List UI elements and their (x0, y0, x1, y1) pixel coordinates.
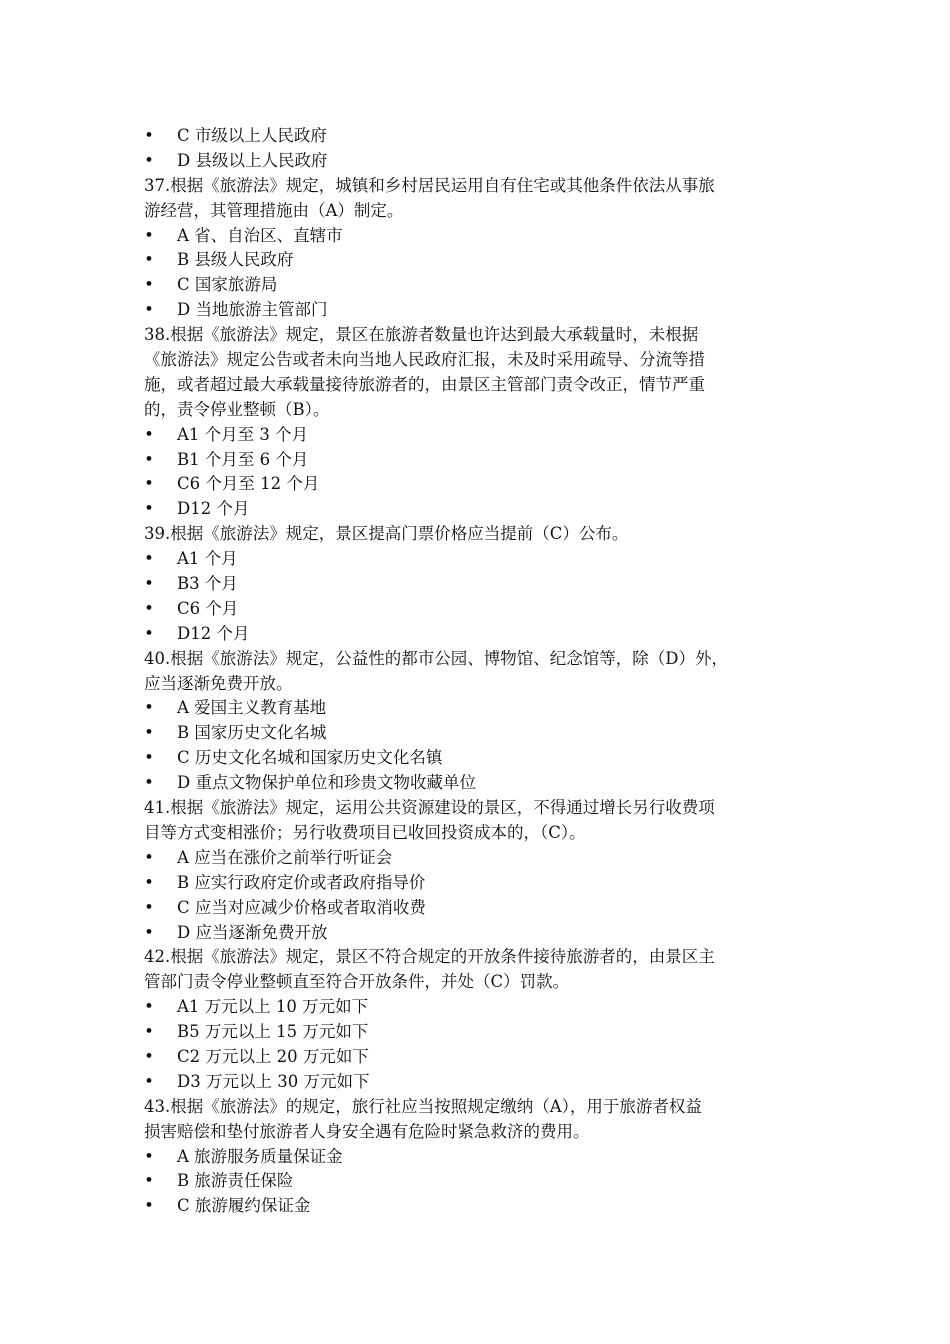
answer-option (144, 721, 816, 746)
answer-option (144, 1145, 816, 1170)
bullet-icon: • (144, 847, 154, 867)
bullet-icon: • (144, 922, 154, 942)
answer-option (144, 423, 816, 448)
answer-option-text: A 省、自治区、直辖市 (177, 225, 343, 245)
bullet-icon: • (144, 897, 154, 917)
answer-option-text: A 旅游服务质量保证金 (177, 1146, 343, 1166)
answer-option-text: D 重点文物保护单位和珍贵文物收藏单位 (177, 773, 476, 793)
bullet-icon: • (144, 449, 154, 469)
answer-option (144, 472, 816, 497)
answer-option (144, 1045, 816, 1070)
answer-option-text: A 应当在涨价之前举行听证会 (177, 847, 393, 867)
answer-option-text: D12 个月 (177, 499, 250, 519)
bullet-icon: • (144, 225, 154, 245)
question-text-line: 41.根据《旅游法》规定，运用公共资源建设的景区，不得通过增长另行收费项 (144, 798, 715, 818)
answer-option (144, 547, 816, 572)
question-text-line: 应当逐渐免费开放。 (144, 673, 293, 693)
answer-option-text: B3 个月 (177, 574, 238, 594)
answer-option (144, 497, 816, 522)
answer-option (144, 846, 816, 871)
question (144, 1095, 816, 1145)
bullet-icon: • (144, 698, 154, 718)
answer-option (144, 622, 816, 647)
question (144, 796, 816, 846)
answer-option-text: C2 万元以上 20 万元如下 (177, 1046, 369, 1066)
bullet-icon: • (144, 474, 154, 494)
question-text-line: 游经营，其管理措施由（A）制定。 (144, 200, 404, 220)
answer-option-text: B1 个月至 6 个月 (177, 449, 309, 469)
question-text-line: 损害赔偿和垫付旅游者人身安全遇有危险时紧急救济的费用。 (144, 1121, 590, 1141)
answer-option (144, 298, 816, 323)
bullet-icon: • (144, 150, 154, 170)
answer-option-text: C 历史文化名城和国家历史文化名镇 (177, 748, 443, 768)
question-text-line: 的，责令停业整顿（B）。 (144, 399, 330, 419)
answer-option-text: A1 个月至 3 个月 (177, 424, 309, 444)
question (144, 323, 816, 423)
answer-option (144, 746, 816, 771)
bullet-icon: • (144, 275, 154, 295)
question-text-line: 40.根据《旅游法》规定，公益性的都市公园、博物馆、纪念馆等，除（D）外， (144, 648, 728, 668)
bullet-icon: • (144, 773, 154, 793)
answer-option-text: B 旅游责任保险 (177, 1171, 294, 1191)
answer-option-text: D 县级以上人民政府 (177, 150, 328, 170)
answer-option (144, 771, 816, 796)
question-text-line: 39.根据《旅游法》规定，景区提高门票价格应当提前（C）公布。 (144, 524, 629, 544)
answer-option (144, 248, 816, 273)
bullet-icon: • (144, 1196, 154, 1216)
answer-option-text: C 市级以上人民政府 (177, 126, 327, 145)
bullet-icon: • (144, 872, 154, 892)
answer-option (144, 273, 816, 298)
document-body (144, 124, 816, 1219)
answer-option (144, 124, 816, 149)
question (144, 522, 816, 547)
answer-option-text: B5 万元以上 15 万元如下 (177, 1022, 369, 1042)
bullet-icon: • (144, 499, 154, 519)
answer-option (144, 896, 816, 921)
question-text-line: 管部门责令停业整顿直至符合开放条件，并处（C）罚款。 (144, 972, 570, 992)
answer-option-text: D 当地旅游主管部门 (177, 300, 328, 320)
question (144, 945, 816, 995)
bullet-icon: • (144, 549, 154, 569)
answer-option-text: B 国家历史文化名城 (177, 723, 327, 743)
answer-option-text: B 县级人民政府 (177, 250, 294, 270)
answer-option (144, 149, 816, 174)
bullet-icon: • (144, 598, 154, 618)
answer-option-text: A 爱国主义教育基地 (177, 698, 327, 718)
question-text-line: 37.根据《旅游法》规定，城镇和乡村居民运用自有住宅或其他条件依法从事旅 (144, 175, 715, 195)
question-text-line: 38.根据《旅游法》规定，景区在旅游者数量也许达到最大承载量时，未根据 (144, 325, 699, 345)
answer-option (144, 696, 816, 721)
answer-option-text: C6 个月至 12 个月 (177, 474, 320, 494)
question-text-line: 42.根据《旅游法》规定，景区不符合规定的开放条件接待旅游者的，由景区主 (144, 947, 715, 967)
answer-option-text: C 国家旅游局 (177, 275, 278, 295)
question (144, 647, 816, 697)
answer-option-text: C 应当对应减少价格或者取消收费 (177, 897, 426, 917)
answer-option (144, 995, 816, 1020)
bullet-icon: • (144, 574, 154, 594)
answer-option (144, 1194, 816, 1219)
answer-option (144, 1169, 816, 1194)
answer-option (144, 871, 816, 896)
bullet-icon: • (144, 300, 154, 320)
answer-option (144, 1020, 816, 1045)
bullet-icon: • (144, 748, 154, 768)
question-text-line: 目等方式变相涨价；另行收费项目已收回投资成本的，（C）。 (144, 822, 586, 842)
question-text-line: 43.根据《旅游法》的规定，旅行社应当按照规定缴纳（A），用于旅游者权益 (144, 1096, 702, 1116)
answer-option (144, 921, 816, 946)
bullet-icon: • (144, 250, 154, 270)
question-text-line: 《旅游法》规定公告或者未向当地人民政府汇报，未及时采用疏导、分流等措 (144, 350, 705, 370)
bullet-icon: • (144, 997, 154, 1017)
bullet-icon: • (144, 623, 154, 643)
answer-option-text: C6 个月 (177, 598, 239, 618)
question-text-line: 施，或者超过最大承载量接待旅游者的，由景区主管部门责令改正，情节严重 (144, 374, 705, 394)
answer-option-text: B 应实行政府定价或者政府指导价 (177, 872, 426, 892)
answer-option-text: A1 万元以上 10 万元如下 (177, 997, 369, 1017)
bullet-icon: • (144, 1071, 154, 1091)
answer-option-text: A1 个月 (177, 549, 238, 569)
bullet-icon: • (144, 1146, 154, 1166)
answer-option (144, 448, 816, 473)
question (144, 174, 816, 224)
bullet-icon: • (144, 1171, 154, 1191)
answer-option (144, 597, 816, 622)
bullet-icon: • (144, 723, 154, 743)
bullet-icon: • (144, 1022, 154, 1042)
bullet-icon: • (144, 424, 154, 444)
answer-option (144, 1070, 816, 1095)
answer-option-text: D12 个月 (177, 623, 250, 643)
answer-option (144, 572, 816, 597)
answer-option-text: C 旅游履约保证金 (177, 1196, 311, 1216)
bullet-icon: • (144, 1046, 154, 1066)
answer-option-text: D 应当逐渐免费开放 (177, 922, 328, 942)
bullet-icon: • (144, 126, 154, 145)
answer-option-text: D3 万元以上 30 万元如下 (177, 1071, 370, 1091)
answer-option (144, 224, 816, 249)
